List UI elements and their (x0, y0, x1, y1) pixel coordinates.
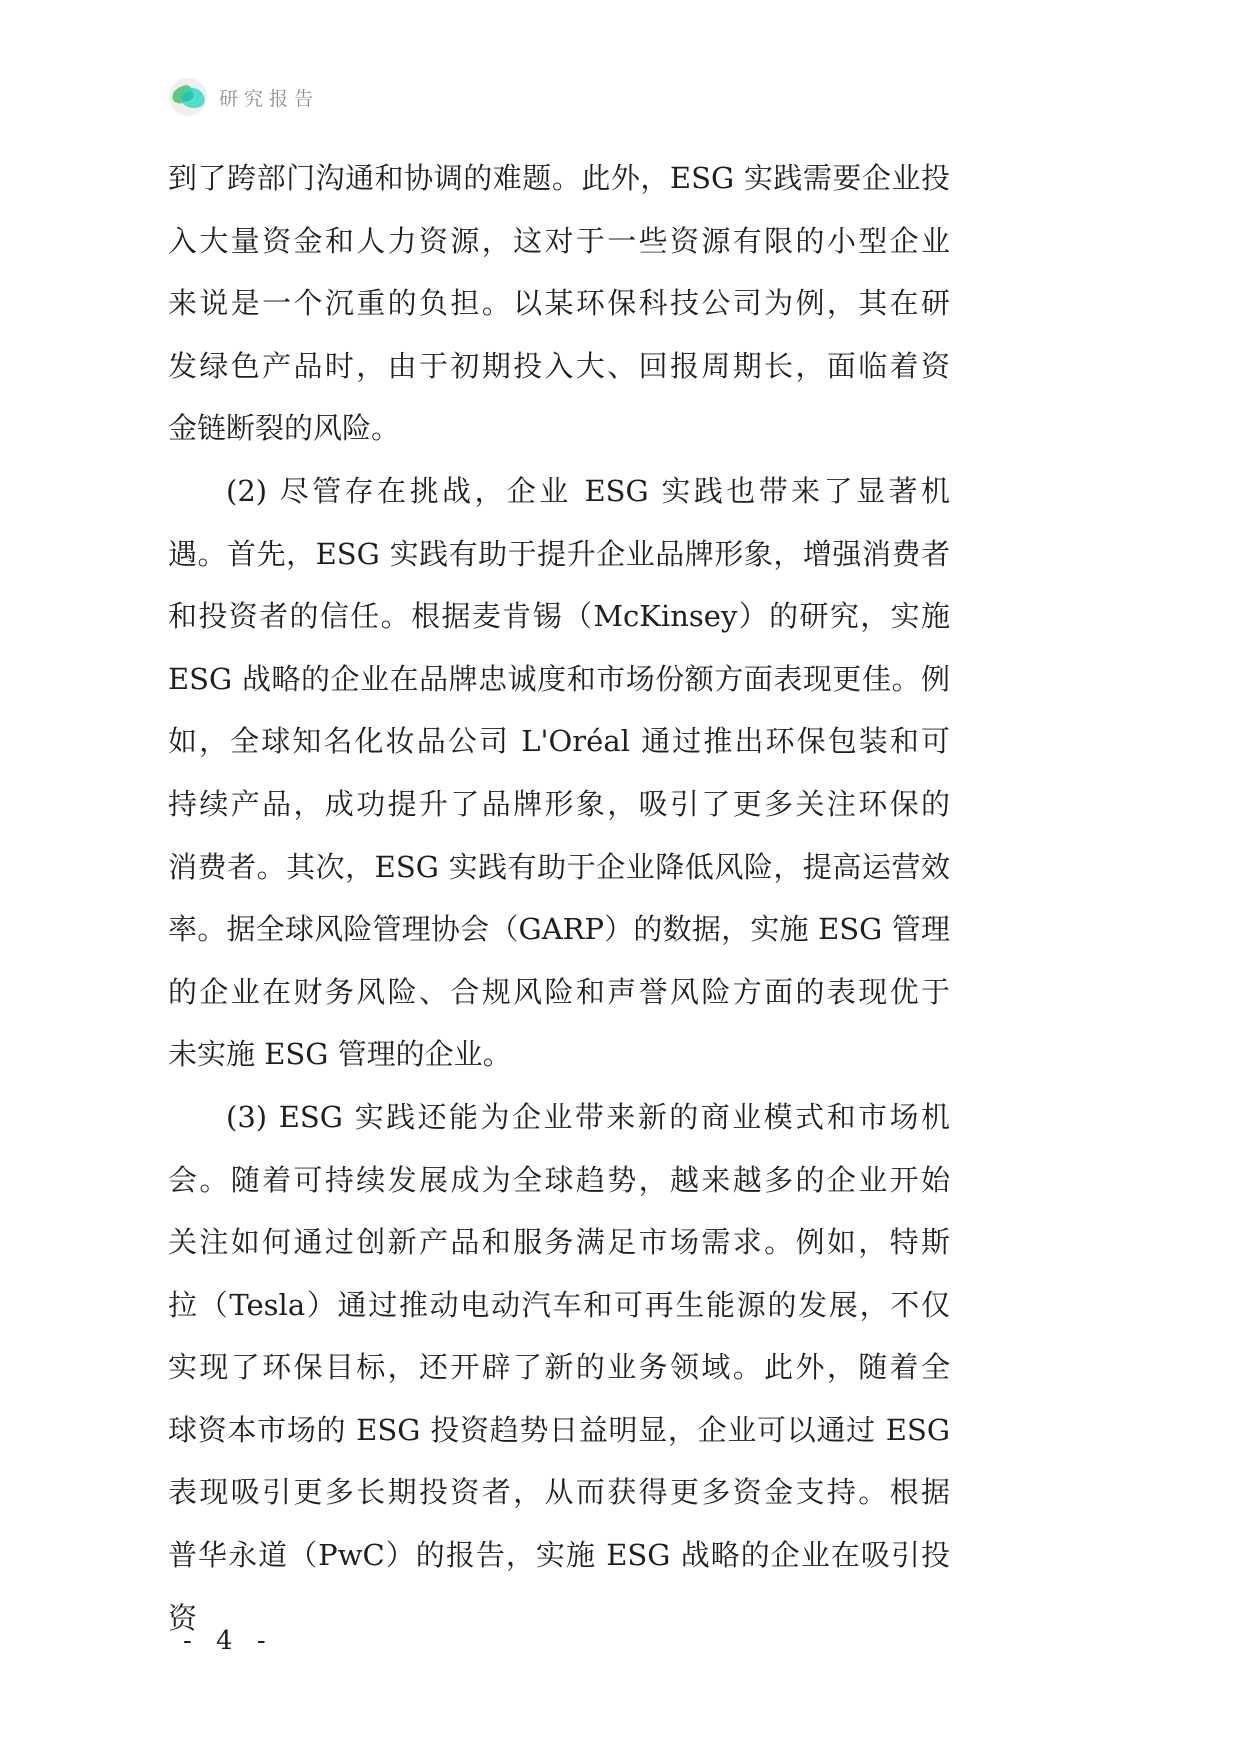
report-logo-icon (169, 78, 207, 116)
text-line: 拉（Tesla）通过推动电动汽车和可再生能源的发展，不仅 (168, 1287, 950, 1322)
report-header-label: 研究报告 (219, 87, 320, 110)
text-line: 球资本市场的 ESG 投资趋势日益明显，企业可以通过 ESG (168, 1412, 950, 1447)
text-line: 会。随着可持续发展成为全球趋势，越来越多的企业开始 (168, 1162, 950, 1197)
text-line: 和投资者的信任。根据麦肯锡（McKinsey）的研究，实施 (168, 599, 950, 634)
text-line: 如，全球知名化妆品公司 L'Oréal 通过推出环保包装和可 (168, 724, 950, 759)
text-line: 未实施 ESG 管理的企业。 (168, 1037, 512, 1072)
body-text (168, 147, 950, 1635)
text-line: 发绿色产品时，由于初期投入大、回报周期长，面临着资 (168, 348, 950, 383)
page-number: - 4 - (183, 1626, 274, 1656)
text-line: 持续产品，成功提升了品牌形象，吸引了更多关注环保的 (168, 786, 950, 821)
text-line: 普华永道（PwC）的报告，实施 ESG 战略的企业在吸引投资 (168, 1538, 950, 1635)
text-line: ESG 战略的企业在品牌忠诚度和市场份额方面表现更佳。例 (168, 661, 950, 696)
text-line: 关注如何通过创新产品和服务满足市场需求。例如，特斯 (168, 1225, 950, 1260)
text-line: 入大量资金和人力资源，这对于一些资源有限的小型企业 (168, 223, 950, 258)
page-header (169, 77, 319, 117)
text-line: 遇。首先，ESG 实践有助于提升企业品牌形象，增强消费者 (168, 536, 950, 571)
text-line: (3) ESG 实践还能为企业带来新的商业模式和市场机 (226, 1099, 950, 1134)
text-line: 率。据全球风险管理协会（GARP）的数据，实施 ESG 管理 (168, 912, 950, 947)
text-line: 消费者。其次，ESG 实践有助于企业降低风险，提高运营效 (168, 849, 950, 884)
text-line: 实现了环保目标，还开辟了新的业务领域。此外，随着全 (168, 1350, 950, 1385)
text-line: 来说是一个沉重的负担。以某环保科技公司为例，其在研 (168, 286, 950, 321)
text-line: 表现吸引更多长期投资者，从而获得更多资金支持。根据 (168, 1475, 950, 1510)
text-line: 金链断裂的风险。 (168, 411, 401, 446)
text-line: (2) 尽管存在挑战，企业 ESG 实践也带来了显著机 (226, 473, 950, 508)
text-line: 的企业在财务风险、合规风险和声誉风险方面的表现优于 (168, 974, 950, 1009)
text-line: 到了跨部门沟通和协调的难题。此外，ESG 实践需要企业投 (168, 161, 950, 195)
